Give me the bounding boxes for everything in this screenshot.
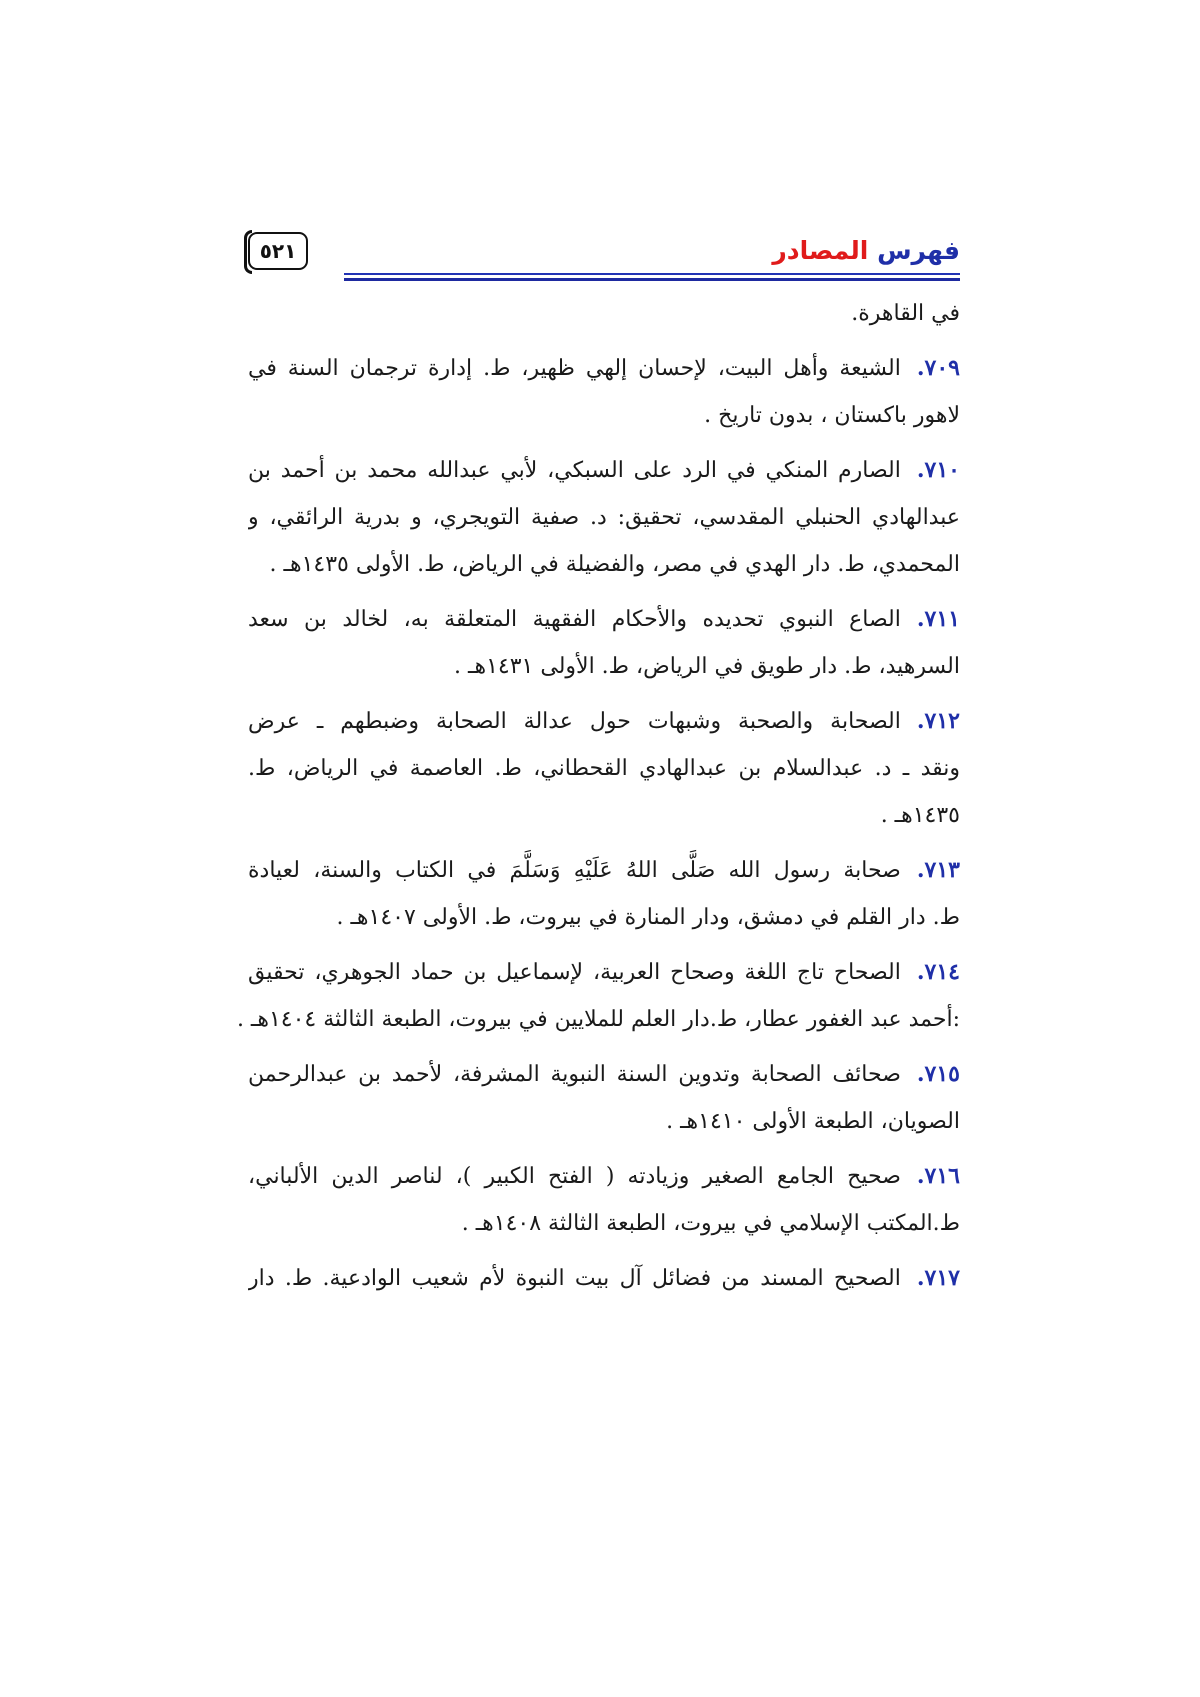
page-number-badge [248,232,308,270]
entry-line [248,1051,960,1098]
entry-line: المحمدي، ط. دار الهدي في مصر، والفضيلة في الرياض، ط. الأولى ١٤٣٥هـ . [269,552,960,577]
entry-line [248,698,960,745]
entry-text: الصحابة والصحبة وشبهات حول عدالة الصحابة وضبطهم ـ عرض [248,709,901,734]
section-title-part2: المصادر [772,236,869,265]
entry-line: ط.المكتب الإسلامي في بيروت، الطبعة الثالثة ١٤٠٨هـ . [461,1211,960,1236]
reference-entry-713 [248,847,960,941]
reference-entry-709 [248,345,960,439]
entry-text: الصحاح تاج اللغة وصحاح العربية، لإسماعيل بن حماد الجوهري، تحقيق [248,960,901,985]
entry-line [248,1255,960,1302]
page-number: ٥٢١ [259,239,297,263]
entry-line: لاهور باكستان ، بدون تاريخ . [704,403,960,428]
entry-line: ونقد ـ د. عبدالسلام بن عبدالهادي القحطاني، ط. العاصمة في الرياض، ط. [248,756,960,781]
entry-number: ٧١١. [916,606,960,632]
entry-line [248,847,960,894]
entry-number: ٧١٦. [916,1163,960,1189]
entry-text: صحيح الجامع الصغير وزيادته ( الفتح الكبير )، لناصر الدين الألباني، [248,1164,901,1189]
reference-entry-715 [248,1051,960,1145]
reference-entry-711 [248,596,960,690]
entry-line [248,1153,960,1200]
page-header [248,228,960,288]
reference-entry-714 [236,949,960,1043]
entry-text: الشيعة وأهل البيت، لإحسان إلهي ظهير، ط. إدارة ترجمان السنة في [248,356,901,381]
entry-number: ٧١٠. [916,457,960,483]
reference-entry-717 [248,1255,960,1302]
entry-text: الصارم المنكي في الرد على السبكي، لأبي عبدالله محمد بن أحمد بن [248,458,901,483]
entry-text: صحائف الصحابة وتدوين السنة النبوية المشرفة، لأحمد بن عبدالرحمن [248,1062,901,1087]
entry-number: ٧١٣. [916,857,960,883]
entry-line: ط. دار القلم في دمشق، ودار المنارة في بيروت، ط. الأولى ١٤٠٧هـ . [336,905,960,930]
section-title-part1: فهرس [877,236,960,265]
entry-number: ٧١٢. [916,708,960,734]
entry-line: عبدالهادي الحنبلي المقدسي، تحقيق: د. صفية التويجري، و بدرية الرائقي، و [248,505,960,530]
entry-line [248,447,960,494]
continuation-line: في القاهرة. [851,301,960,326]
reference-entry-710 [248,447,960,588]
entry-line: ١٤٣٥هـ . [880,803,960,828]
entry-number: ٧١٥. [916,1061,960,1087]
entry-line: الصويان، الطبعة الأولى ١٤١٠هـ . [666,1109,960,1134]
header-rule-thick [344,278,960,281]
entry-line [248,949,960,996]
reference-entry-712 [248,698,960,839]
header-rule-thin [344,273,960,275]
section-title [772,236,960,266]
entry-number: ٧٠٩. [916,355,960,381]
entry-line [248,345,960,392]
entry-line: :أحمد عبد الغفور عطار، ط.دار العلم للملايين في بيروت، الطبعة الثالثة ١٤٠٤هـ . [236,1007,960,1032]
entry-text: الصاع النبوي تحديده والأحكام الفقهية المتعلقة به، لخالد بن سعد [248,607,901,632]
entry-text: صحابة رسول الله صَلَّى اللهُ عَلَيْهِ وَسَلَّمَ في الكتاب والسنة، لعيادة [248,858,901,883]
entry-number: ٧١٤. [916,959,960,985]
entry-line [248,596,960,643]
references-list [236,290,960,1302]
reference-entry-716 [248,1153,960,1247]
entry-line: السرهيد، ط. دار طويق في الرياض، ط. الأولى ١٤٣١هـ . [454,654,960,679]
entry-number: ٧١٧. [916,1265,960,1291]
entry-text: الصحيح المسند من فضائل آل بيت النبوة لأم شعيب الوادعية. ط. دار [248,1266,901,1291]
